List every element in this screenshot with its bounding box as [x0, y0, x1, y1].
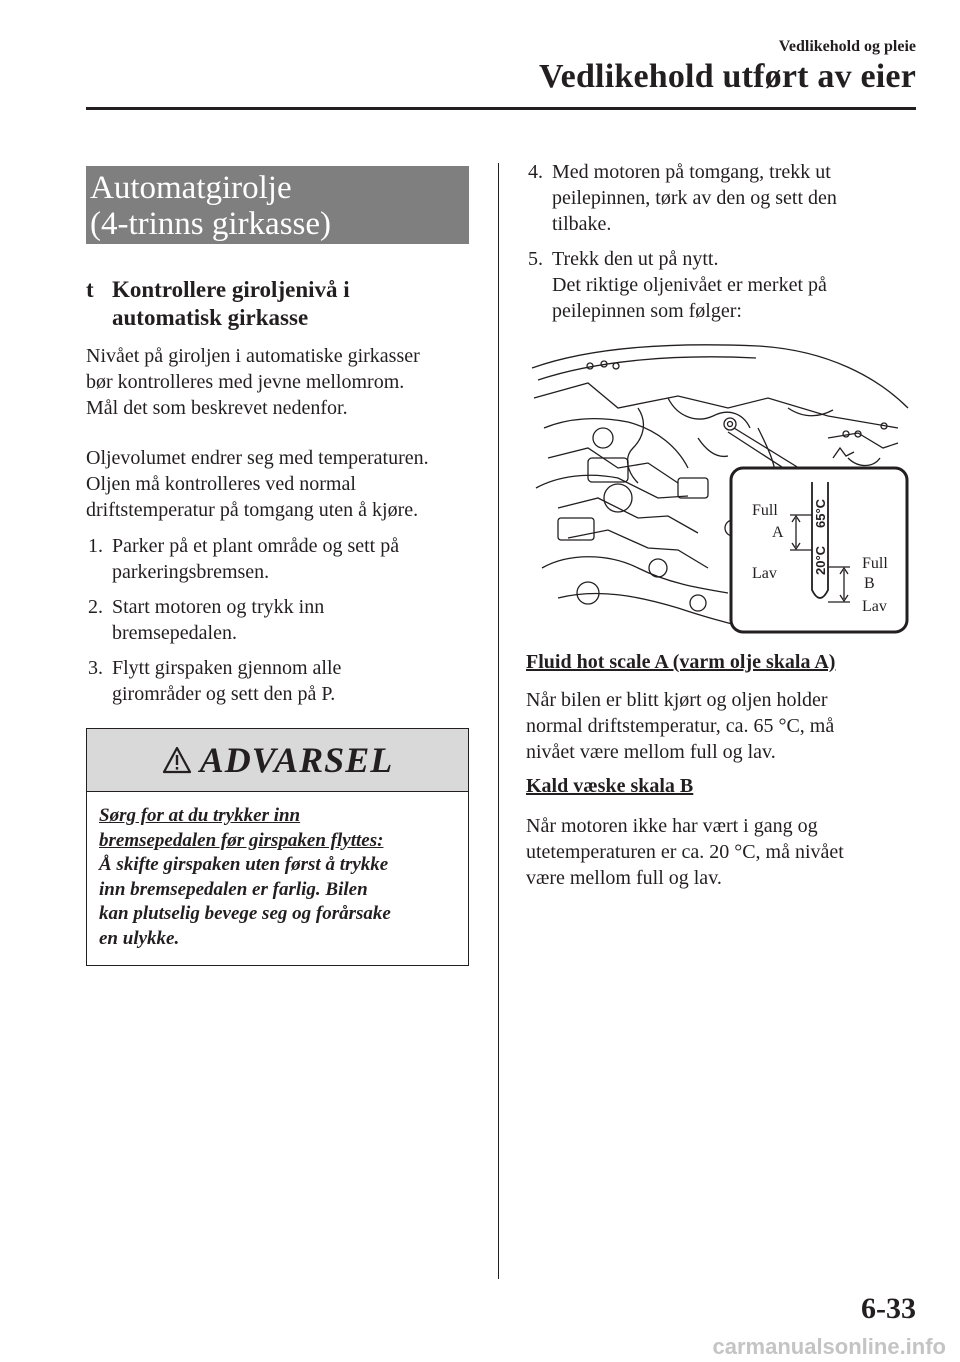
text-line: være mellom full og lav. — [526, 867, 722, 889]
text-line: nivået være mellom full og lav. — [526, 741, 776, 763]
hot-temperature-label: 65°C — [813, 498, 828, 528]
text-line: driftstemperatur på tomgang uten å kjøre. — [86, 499, 419, 521]
engine-dipstick-illustration — [528, 338, 914, 638]
warning-title: ADVARSEL — [199, 740, 394, 780]
warning-header — [87, 729, 468, 792]
section-heading — [86, 166, 469, 244]
text-line: Oljevolumet endrer seg med temperaturen. — [86, 447, 429, 469]
scale-b-paragraph — [526, 813, 910, 891]
text-line: Flytt girspaken gjennom alle — [112, 657, 342, 679]
warning-triangle-icon — [162, 746, 192, 774]
step-number: 4. — [528, 161, 543, 183]
text-line: Når motoren ikke har vært i gang og — [526, 815, 818, 837]
text-line: Parker på et plant område og sett på — [112, 535, 400, 557]
scale-a-label: A — [772, 524, 784, 541]
text-line: peilepinnen som følger: — [552, 300, 742, 322]
scale-a-heading: Fluid hot scale A (varm olje skala A) — [526, 651, 836, 673]
step-number: 1. — [88, 535, 103, 557]
text-line: Når bilen er blitt kjørt og oljen holder — [526, 689, 828, 711]
step-4 — [528, 159, 918, 237]
section-title-line2: (4-trinns girkasse) — [90, 206, 332, 242]
step-number: 5. — [528, 248, 543, 270]
chapter-title: Vedlikehold og pleie — [778, 38, 916, 55]
text-line: Nivået på giroljen i automatiske girkasser — [86, 345, 420, 367]
text-line: Oljen må kontrolleres ved normal — [86, 473, 356, 495]
text-line: bremsepedalen. — [112, 622, 237, 644]
intro-paragraph-2 — [86, 445, 470, 523]
text-line: Trekk den ut på nytt. — [552, 248, 719, 270]
full-a-label: Full — [752, 502, 778, 519]
text-line: kan plutselig bevege seg og forårsake — [99, 903, 391, 924]
text-line: girområder og sett den på P. — [112, 683, 336, 705]
dipstick-detail-inset — [731, 468, 907, 632]
subsection-heading — [86, 276, 476, 332]
column-divider — [498, 163, 499, 1279]
lav-b-label: Lav — [862, 598, 887, 615]
subsection-title-line2: automatisk girkasse — [112, 305, 309, 330]
illustration-svg — [528, 338, 914, 638]
text-line: Med motoren på tomgang, trekk ut — [552, 161, 831, 183]
text-line: inn bremsepedalen er farlig. Bilen — [99, 878, 368, 900]
lav-a-label: Lav — [752, 565, 777, 582]
subsection-marker: t — [86, 277, 94, 302]
subsection-title-line1: Kontrollere giroljenivå i — [112, 277, 350, 302]
text-line: normal driftstemperatur, ca. 65 °C, må — [526, 715, 835, 737]
warning-box — [86, 728, 469, 966]
watermark: carmanualsonline.info — [712, 1334, 946, 1359]
page-title: Vedlikehold utført av eier — [539, 58, 916, 95]
step-number: 2. — [88, 596, 103, 618]
text-line: Å skifte girspaken uten først å trykke — [99, 854, 389, 875]
text-line: tilbake. — [552, 213, 612, 235]
page-number: 6-33 — [861, 1292, 916, 1325]
intro-paragraph-1 — [86, 343, 470, 421]
scale-b-label: B — [864, 575, 875, 592]
header-divider — [86, 107, 916, 110]
step-2 — [88, 594, 478, 646]
text-line: utetemperaturen er ca. 20 °C, må nivået — [526, 841, 844, 863]
step-5 — [528, 246, 918, 324]
step-3 — [88, 655, 478, 707]
section-title-line1: Automatgirolje — [90, 170, 292, 206]
scale-b-heading: Kald væske skala B — [526, 775, 694, 797]
text-line: Mål det som beskrevet nedenfor. — [86, 397, 348, 419]
text-line: Det riktige oljenivået er merket på — [552, 274, 827, 296]
warning-text — [87, 792, 468, 951]
text-line: parkeringsbremsen. — [112, 561, 270, 583]
step-1 — [88, 533, 478, 585]
text-line: bør kontrolleres med jevne mellomrom. — [86, 371, 405, 393]
text-line: peilepinnen, tørk av den og sett den — [552, 187, 837, 209]
full-b-label: Full — [862, 555, 888, 572]
text-line: Sørg for at du trykker inn — [99, 805, 301, 826]
step-number: 3. — [88, 657, 103, 679]
cold-temperature-label: 20°C — [813, 545, 828, 575]
scale-a-paragraph — [526, 687, 910, 765]
text-line: en ulykke. — [99, 927, 180, 949]
text-line: Start motoren og trykk inn — [112, 596, 325, 618]
text-line: bremsepedalen før girspaken flyttes: — [99, 829, 384, 851]
